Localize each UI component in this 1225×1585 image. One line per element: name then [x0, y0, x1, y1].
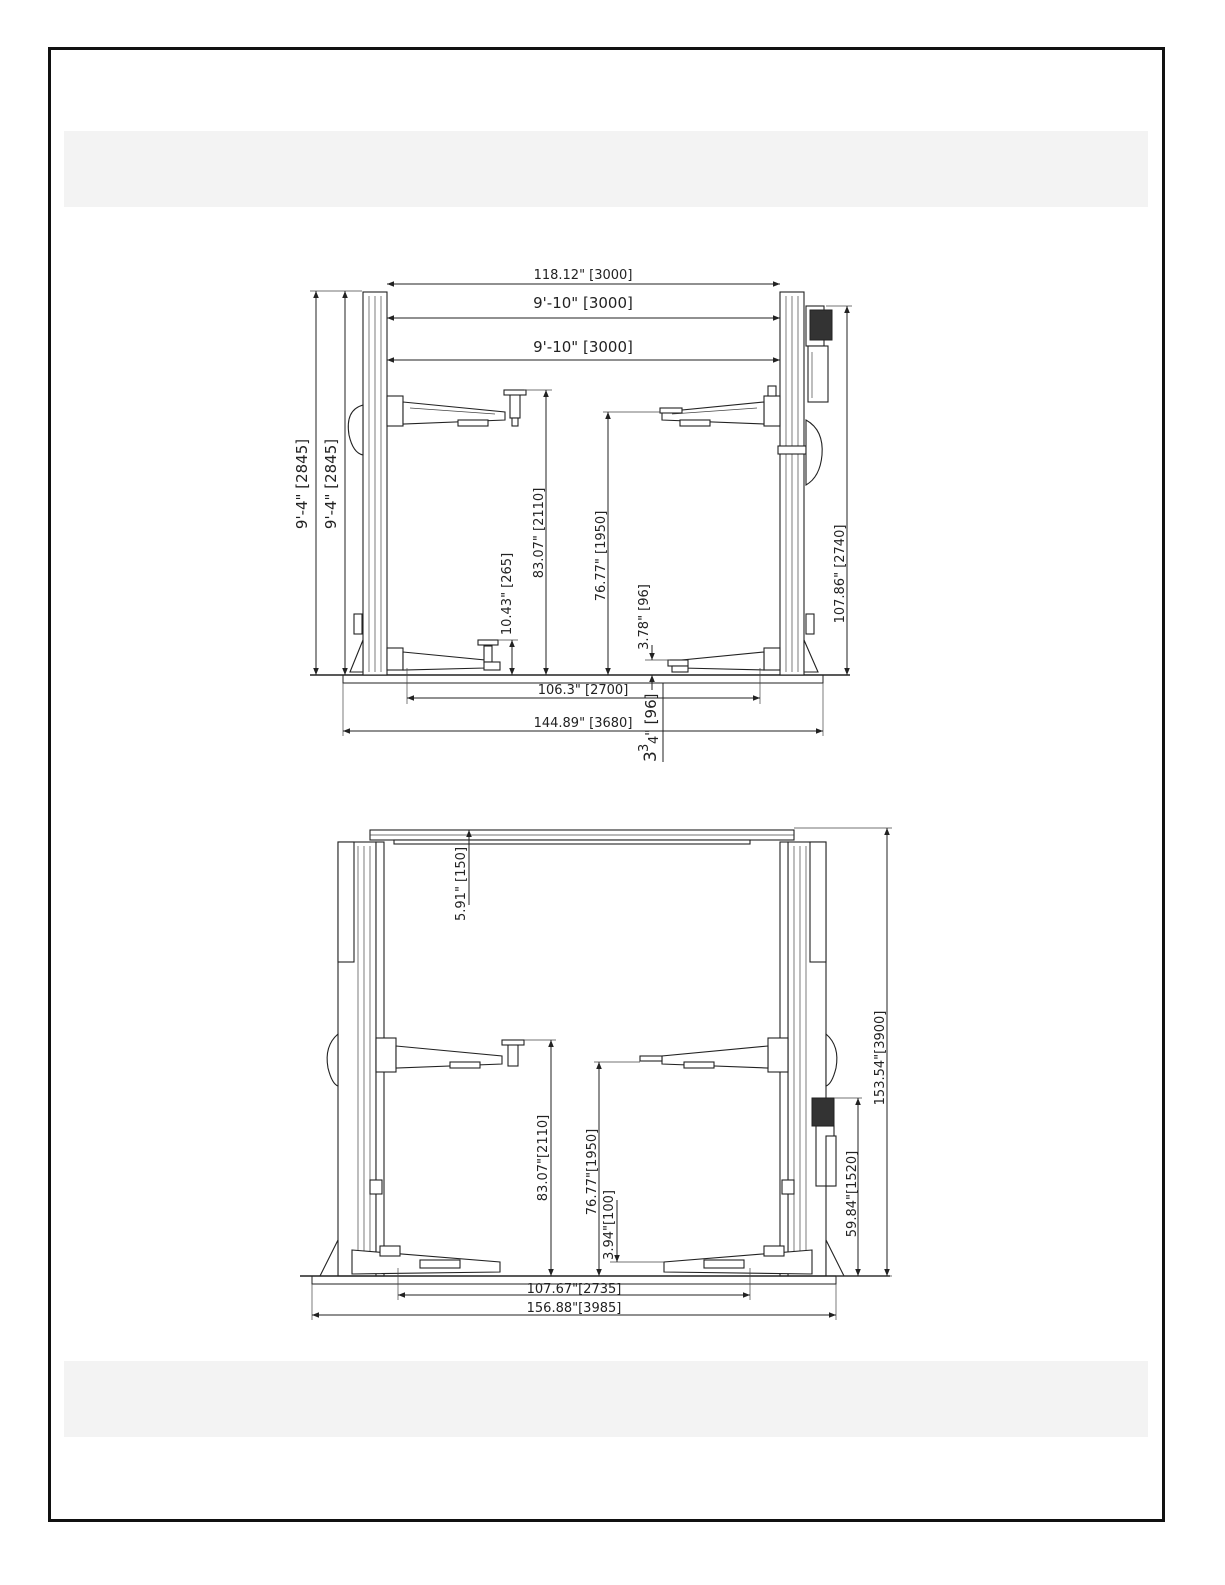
- svg-text:3: 3: [641, 751, 661, 762]
- top-lift-view: [293, 268, 852, 762]
- top-dim-inner-width-2: [387, 338, 780, 360]
- svg-text:76.77"[1950]: 76.77"[1950]: [585, 1128, 600, 1216]
- top-dim-motor-height: [826, 306, 852, 675]
- svg-text:59.84"[1520]: 59.84"[1520]: [845, 1150, 860, 1238]
- top-dim-height-2: [322, 291, 345, 675]
- top-left-upper-arm: [387, 390, 526, 426]
- top-left-column: [348, 292, 387, 675]
- bottom-overhead-beam: [370, 830, 794, 844]
- svg-text:156.88"[3985]: 156.88"[3985]: [526, 1301, 622, 1316]
- svg-text:10.43" [265]: 10.43" [265]: [500, 552, 515, 636]
- bottom-lift-view: [300, 828, 892, 1320]
- top-dim-arm-max-left: [524, 390, 552, 675]
- svg-text:106.3" [2700]: 106.3" [2700]: [537, 683, 629, 698]
- svg-text:83.07" [2110]: 83.07" [2110]: [532, 487, 547, 579]
- bottom-left-column: [320, 842, 384, 1276]
- top-base-plate: [343, 675, 823, 683]
- svg-text:3: 3: [637, 743, 652, 752]
- svg-text:9'-10" [3000]: 9'-10" [3000]: [533, 338, 633, 356]
- bottom-dim-motor-height: [834, 1098, 862, 1276]
- top-dim-inner-width-1: [387, 294, 780, 318]
- top-dim-base-plate: [637, 683, 663, 762]
- bottom-power-unit: [812, 1098, 836, 1186]
- svg-text:3.94"[100]: 3.94"[100]: [602, 1190, 617, 1260]
- svg-text:" [96]: " [96]: [642, 693, 660, 736]
- top-dim-drive-through: [407, 668, 760, 704]
- svg-text:107.86" [2740]: 107.86" [2740]: [833, 524, 848, 624]
- svg-text:3.78" [96]: 3.78" [96]: [637, 584, 652, 650]
- top-right-upper-arm: [660, 386, 780, 426]
- bottom-right-upper-arm: [640, 1038, 788, 1072]
- top-dim-arm-min-left: [498, 553, 518, 675]
- svg-text:153.54"[3900]: 153.54"[3900]: [873, 1010, 888, 1106]
- bottom-left-upper-arm: [376, 1038, 524, 1072]
- svg-text:76.77" [1950]: 76.77" [1950]: [594, 510, 609, 602]
- top-dim-overall-width: [387, 268, 780, 284]
- svg-text:9'-4" [2845]: 9'-4" [2845]: [293, 438, 311, 530]
- svg-text:144.89" [3680]: 144.89" [3680]: [533, 716, 633, 731]
- top-right-lower-arm: [668, 648, 780, 672]
- top-power-unit: [806, 306, 832, 402]
- svg-text:9'-4" [2845]: 9'-4" [2845]: [322, 438, 340, 530]
- svg-text:118.12" [3000]: 118.12" [3000]: [533, 268, 633, 283]
- svg-text:9'-10" [3000]: 9'-10" [3000]: [533, 294, 633, 312]
- top-dim-arm-min-right: [637, 584, 670, 690]
- top-left-lower-arm: [387, 640, 500, 670]
- svg-text:83.07"[2110]: 83.07"[2110]: [536, 1114, 551, 1202]
- svg-text:107.67"[2735]: 107.67"[2735]: [526, 1282, 622, 1297]
- bottom-right-column: [780, 842, 844, 1276]
- svg-text:5.91" [150]: 5.91" [150]: [454, 846, 469, 922]
- bottom-dim-arm-min-right: [602, 1190, 664, 1262]
- svg-text:4: 4: [647, 735, 662, 744]
- bottom-dim-arm-max-left: [524, 1040, 556, 1276]
